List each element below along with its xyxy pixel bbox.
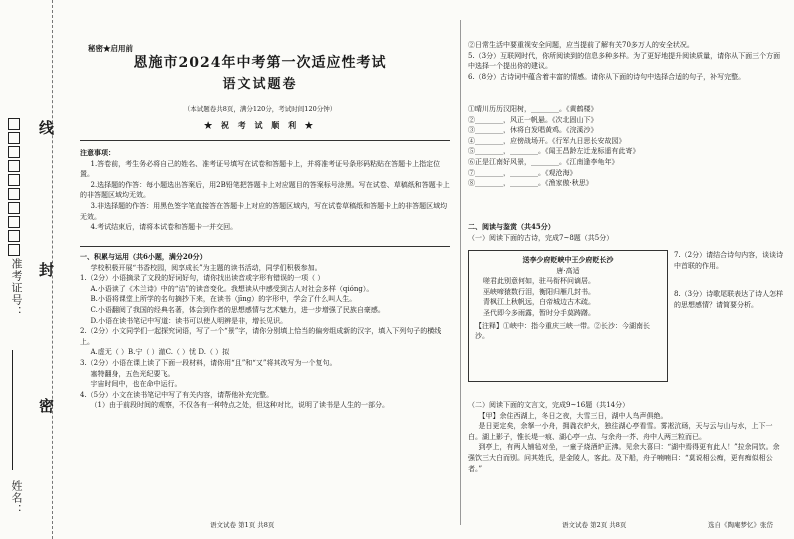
exam-id-boxes[interactable] bbox=[8, 118, 20, 258]
question-2: 2.（2分）小文同学们一起探究词语，写了一个“景”字，请你分别填上恰当的偏旁组成新的汉字，填入下列句子的横线上。 bbox=[80, 327, 442, 346]
section-1 bbox=[80, 252, 450, 411]
exam-notes bbox=[80, 148, 450, 233]
divider bbox=[80, 246, 450, 247]
notes-heading: 注意事项： bbox=[80, 148, 115, 157]
name-line bbox=[12, 350, 13, 470]
poem-title: 送李少府贬峡中王少府贬长沙 bbox=[522, 255, 614, 264]
poem-fill-item[interactable]: ⑧________，________。《渔家傲·秋思》 bbox=[468, 179, 593, 188]
source-citation: 选自《陶庵梦忆》张岱 bbox=[708, 521, 773, 529]
poem-line: 圣代即今多雨露，暂时分手莫踌躇。 bbox=[483, 308, 595, 317]
q1-option-d: D.小语在读书笔记中写道：读书可以使人明辨是非，增长见识。 bbox=[90, 316, 288, 325]
note-item: 2.选择题的作答：每小题选出答案后，用2B铅笔把答题卡上对应题目的答案标号涂黑。写在试卷、草稿纸和答题卡上的非答题区域均无效。 bbox=[80, 180, 450, 200]
top-line: ②日常生活中要重视安全问题，应当提前了解有关70多万人的安全状况。 bbox=[468, 41, 694, 49]
prose-paragraph: 是日更定矣，余拏一小舟，拥毳衣炉火，独往湖心亭看雪。雾凇沆砀，天与云与山与水，上下一白。湖上影子，惟长堤一痕、湖心亭一点、与余舟一芥、舟中人两三粒而已。 bbox=[468, 422, 773, 441]
good-luck-banner: ★ 祝 考 试 顺 利 ★ bbox=[204, 120, 316, 130]
secret-label: 秘密★启用前 bbox=[88, 44, 133, 53]
divider bbox=[80, 140, 450, 141]
q4-text: （1）由于前段时间的观察，不仅各有一种特点之处，但这种对比，说明了读书是人生的一部分。 bbox=[90, 401, 389, 410]
poem-line: 嗟君此别意何如，驻马衔杯问谪居。 bbox=[483, 277, 595, 286]
seal-mark-seal: 封 bbox=[37, 262, 55, 277]
exam-id-label: 准考证号： bbox=[10, 258, 23, 318]
prose-paragraph: 到亭上，有两人铺毡对坐，一童子烧酒炉正沸。见余大喜曰：“湖中焉得更有此人！”拉余同饮。余强饮三大白而别。问其姓氏，是金陵人，客此。及下船，舟子喃喃曰：“莫说相公痴，更有痴似相公者。” bbox=[468, 443, 780, 473]
poem-line: 青枫江上秋帆远，白帝城边古木疏。 bbox=[483, 298, 595, 307]
question-6: 6.（8分）古诗词中蕴含着丰富的情感。请你从下面的诗句中选择合适的句子，补写完整。 bbox=[468, 72, 746, 81]
q3-line: 塞特翻身，五色光纪要飞。 bbox=[90, 369, 175, 378]
note-item: 4.考试结束后，请将本试卷和答题卡一并交回。 bbox=[90, 223, 238, 232]
poem-box bbox=[468, 250, 668, 382]
prose-section bbox=[468, 400, 786, 474]
poem-fill-item[interactable]: ⑤________，________。《闻王昌龄左迁龙标遥有此寄》 bbox=[468, 147, 640, 156]
poem-author: 唐·高适 bbox=[556, 266, 580, 275]
page-1 bbox=[60, 0, 460, 539]
q1-option-c: C.小语翻阅了我国的经典名著，体会到作者的思想感情与艺术魅力，进一步增强了民族自豪感。 bbox=[90, 305, 385, 314]
part-b-heading: （二）阅读下面的文言文，完成9~16题（共14分） bbox=[468, 401, 630, 409]
note-item: 3.非选择题的作答：用黑色签字笔直接答在答题卡上对应的答题区域内，写在试卷草稿纸和答题卡上的非答题区域均无效。 bbox=[80, 201, 448, 221]
page-2-top bbox=[468, 40, 786, 82]
question-4: 4.（5分）小文在读书笔记中写了有关内容，请帮他补充完整。 bbox=[80, 390, 274, 399]
page-2 bbox=[462, 0, 792, 539]
exam-title: 恩施市2024年中考第一次适应性考试 bbox=[133, 55, 387, 71]
section-2-header bbox=[468, 222, 786, 243]
note-item: 1.答卷前，考生务必将自己的姓名、准考证号填写在试卷和答题卡上，并将准考证号条形码粘贴在答题卡上指定位置。 bbox=[80, 159, 441, 179]
question-5: 5.（3分）互联网时代，你所阅读到的信息多种多样。为了更好地提升阅读质量，请你从下面三个方面中选择一个提出你的建议。 bbox=[468, 51, 781, 71]
page-2-footer: 语文试卷 第2页 共8页 bbox=[562, 521, 627, 529]
name-label: 姓名： bbox=[10, 480, 23, 516]
poem-fill-item[interactable]: ④________，应傍战场开。《行军九日思长安故园》 bbox=[468, 136, 626, 145]
question-3: 3.（2分）小语在课上读了下面一段材料，请你用“且”和“又”将其改写为一个复句。 bbox=[80, 358, 337, 367]
page-gutter bbox=[460, 20, 461, 525]
question-1: 1.（2分）小语摘录了文段的好词好句，请你找出读音或字形有错误的一项（ ） bbox=[80, 274, 325, 283]
question-7: 7.（2分）请结合诗句内容，谈谈诗中首联的作用。 bbox=[674, 251, 784, 270]
binding-margin bbox=[0, 0, 53, 539]
prose-paragraph: 【甲】余住西湖上，冬日之夜，大雪三日，湖中人鸟声俱绝。 bbox=[478, 411, 668, 420]
q3-line: 宇宙时间中，也在命中运行。 bbox=[90, 380, 182, 389]
poem-fill-item[interactable]: ③________，休将白发唱黄鸡。《浣溪沙》 bbox=[468, 126, 598, 135]
page-1-footer: 语文试卷 第1页 共8页 bbox=[210, 521, 275, 529]
poem-annotation: 【注释】①峡中：指今重庆三峡一带。②长沙：今湖南长沙。 bbox=[475, 321, 650, 341]
q1-option-b: B.小语将课堂上所学的名句摘抄下来，在读书（jīng）的字形中，学会了什么叫人生。 bbox=[90, 295, 357, 304]
seal-mark-line: 线 bbox=[37, 120, 55, 135]
exam-subtitle: 语文试题卷 bbox=[222, 77, 298, 92]
poem-fill-item[interactable]: ①晴川历历汉阳树，________。《黄鹤楼》 bbox=[468, 105, 598, 113]
exam-info: （本试题卷共8页，满分120分，考试时间120分钟） bbox=[183, 105, 337, 113]
poem-fill-item[interactable]: ⑦________，________。《观沧海》 bbox=[468, 168, 577, 177]
part-a-heading: （一）阅读下面的古诗，完成7~8题（共5分） bbox=[468, 233, 614, 242]
section-2-title: 二、阅读与鉴赏（共45分） bbox=[468, 222, 555, 231]
seal-mark-secret: 密 bbox=[37, 398, 55, 413]
poem-line: 巫峡啼猿数行泪，衡阳归雁几封书。 bbox=[483, 287, 595, 296]
question-8: 8.（3分）诗歌尾联表达了诗人怎样的思想感情？请简要分析。 bbox=[674, 290, 784, 309]
q2-options: A.虚无（ ）B.宁（ ）澈C.（ ）忧 D.（ ）拟 bbox=[90, 348, 230, 357]
q1-option-a: A.小语读了《木兰诗》中的“诘”的读音变化。我想读从中感受到古人对社会多样（qióng）。 bbox=[90, 284, 374, 293]
poem-questions bbox=[674, 250, 786, 310]
poem-fill-list bbox=[468, 104, 786, 189]
poem-fill-item[interactable]: ②________，风正一帆悬。《次北固山下》 bbox=[468, 115, 598, 124]
section-1-title: 一、积累与运用（共6小题，满分20分） bbox=[80, 252, 207, 261]
section-1-intro: 学校积极开展“书香校园，阅享成长”为主题的读书活动，同学们积极参加。 bbox=[90, 263, 322, 272]
poem-fill-item[interactable]: ⑥正是江南好风景，________。《江南逢李龟年》 bbox=[468, 157, 619, 166]
